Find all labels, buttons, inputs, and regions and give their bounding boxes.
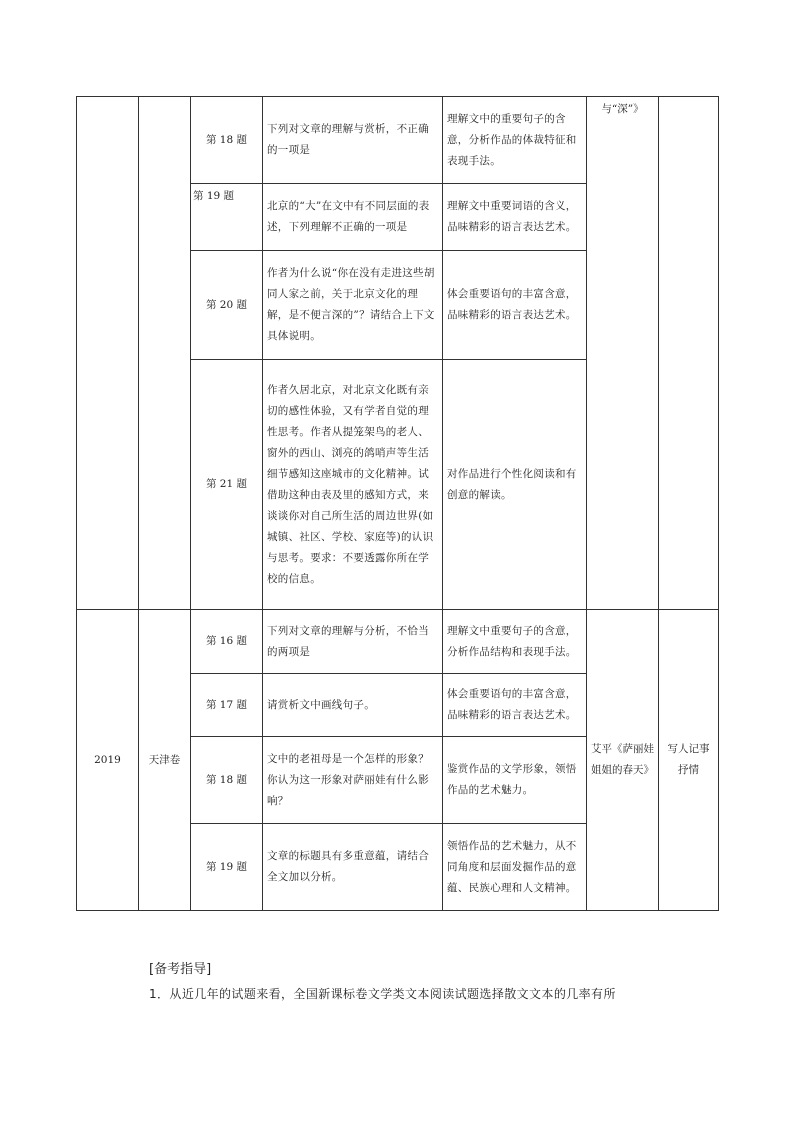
guide-heading: [备考指导] <box>149 962 212 977</box>
question-number: 第 19 题 <box>191 184 263 251</box>
question-number: 第 20 题 <box>191 251 263 360</box>
article-note: 与“深”》 <box>587 97 659 610</box>
question-text: 下列对文章的理解与分析，不恰当的两项是 <box>263 610 443 674</box>
guide-paragraph: 1．从近几年的试题来看，全国新课标卷文学类文本阅读试题选择散文文本的几率有所 <box>149 987 616 1001</box>
question-text: 请赏析文中画线句子。 <box>263 674 443 737</box>
question-number: 第 16 题 <box>191 610 263 674</box>
year-cell-empty <box>77 97 139 610</box>
question-text: 作者久居北京，对北京文化既有亲切的感性体验，又有学者自觉的理性思考。作者从提笼架鸟的老人、窗外的西山、浏亮的鸽哨声等生活细节感知这座城市的文化精神。试借助这种由表及里的感知方式，来谈谈你对自己所生活的周边世界(如城镇、社区、学校、家庭等)的认识与思考。要求：不要透露你所在学校的信息。 <box>263 360 443 610</box>
article-cell: 艾平《萨丽娃姐姐的春天》 <box>587 610 659 911</box>
question-text: 北京的“大”在文中有不同层面的表述，下列理解不正确的一项是 <box>263 184 443 251</box>
exam-point: 鉴赏作品的文学形象，领悟作品的艺术魅力。 <box>443 737 587 824</box>
question-text: 作者为什么说“你在没有走进这些胡同人家之前，关于北京文化的理解，是不便言深的”？请结合上下文具体说明。 <box>263 251 443 360</box>
paper-cell: 天津卷 <box>139 610 191 911</box>
question-number: 第 17 题 <box>191 674 263 737</box>
table-row <box>77 97 719 184</box>
exam-guide-section <box>149 958 709 1002</box>
question-number: 第 18 题 <box>191 737 263 824</box>
exam-point: 理解文中重要句子的含意，分析作品结构和表现手法。 <box>443 610 587 674</box>
question-number: 第 19 题 <box>191 824 263 911</box>
exam-point: 领悟作品的艺术魅力，从不同角度和层面发掘作品的意蕴、民族心理和人文精神。 <box>443 824 587 911</box>
theme-cell-empty <box>659 97 719 610</box>
exam-point: 对作品进行个性化阅读和有创意的解读。 <box>443 360 587 610</box>
paper-cell-empty <box>139 97 191 610</box>
question-number: 第 18 题 <box>191 97 263 184</box>
year-cell: 2019 <box>77 610 139 911</box>
theme-cell: 写人记事抒情 <box>659 610 719 911</box>
exam-point: 理解文中重要词语的含义，品味精彩的语言表达艺术。 <box>443 184 587 251</box>
exam-point: 理解文中的重要句子的含意，分析作品的体裁特征和表现手法。 <box>443 97 587 184</box>
exam-point: 体会重要语句的丰富含意，品味精彩的语言表达艺术。 <box>443 674 587 737</box>
question-text: 下列对文章的理解与赏析，不正确的一项是 <box>263 97 443 184</box>
question-text: 文章的标题具有多重意蕴，请结合全文加以分析。 <box>263 824 443 911</box>
question-number: 第 21 题 <box>191 360 263 610</box>
exam-analysis-table <box>76 96 719 911</box>
table-row <box>77 610 719 674</box>
question-text: 文中的老祖母是一个怎样的形象？你认为这一形象对萨丽娃有什么影响？ <box>263 737 443 824</box>
exam-point: 体会重要语句的丰富含意，品味精彩的语言表达艺术。 <box>443 251 587 360</box>
